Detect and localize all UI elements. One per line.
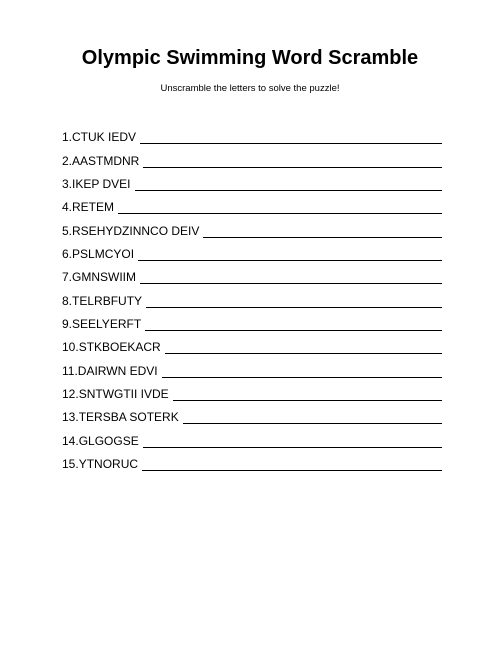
item-number: 11. bbox=[62, 363, 78, 378]
scrambled-word: STKBOEKACR bbox=[78, 340, 161, 355]
answer-line bbox=[143, 433, 442, 448]
scramble-item-6 bbox=[62, 239, 442, 262]
item-number: 3. bbox=[62, 177, 73, 192]
scrambled-word: GLGOGSE bbox=[78, 433, 139, 448]
item-number: 7. bbox=[62, 270, 73, 285]
scramble-item-10 bbox=[62, 332, 442, 355]
page-title: Olympic Swimming Word Scramble bbox=[81, 47, 419, 69]
scramble-item-4 bbox=[62, 192, 442, 215]
scrambled-word: RSEHYDZINNCO DEIV bbox=[72, 223, 200, 238]
answer-line bbox=[140, 129, 442, 144]
item-number: 10. bbox=[62, 340, 79, 355]
scramble-item-1 bbox=[62, 122, 442, 145]
scrambled-word: YTNORUC bbox=[78, 457, 139, 472]
scramble-list bbox=[62, 122, 442, 472]
scramble-item-15 bbox=[62, 449, 442, 472]
answer-line bbox=[203, 223, 442, 238]
item-number: 2. bbox=[62, 153, 73, 168]
answer-line bbox=[118, 199, 442, 214]
scramble-item-2 bbox=[62, 145, 442, 168]
answer-line bbox=[138, 246, 442, 261]
item-number: 9. bbox=[62, 317, 73, 332]
scrambled-word: SNTWGTII IVDE bbox=[78, 387, 169, 402]
scramble-item-7 bbox=[62, 262, 442, 285]
item-number: 14. bbox=[62, 433, 79, 448]
item-number: 12. bbox=[62, 387, 79, 402]
item-number: 4. bbox=[62, 200, 73, 215]
scrambled-word: RETEM bbox=[72, 200, 115, 215]
scramble-item-12 bbox=[62, 379, 442, 402]
scrambled-word: SEELYERFT bbox=[72, 317, 142, 332]
scramble-item-11 bbox=[62, 355, 442, 378]
scrambled-word: TELRBFUTY bbox=[72, 293, 143, 308]
scramble-item-13 bbox=[62, 402, 442, 425]
answer-line bbox=[143, 153, 442, 168]
item-number: 1. bbox=[62, 130, 73, 145]
answer-line bbox=[146, 293, 442, 308]
answer-line bbox=[140, 269, 442, 284]
scrambled-word: AASTMDNR bbox=[72, 153, 140, 168]
item-number: 13. bbox=[62, 410, 79, 425]
item-number: 6. bbox=[62, 247, 73, 262]
answer-line bbox=[135, 176, 443, 191]
answer-line bbox=[183, 409, 442, 424]
scramble-item-8 bbox=[62, 285, 442, 308]
scramble-item-5 bbox=[62, 215, 442, 238]
scrambled-word: PSLMCYOI bbox=[72, 247, 135, 262]
answer-line bbox=[173, 386, 442, 401]
scramble-item-14 bbox=[62, 425, 442, 448]
scrambled-word: GMNSWIIM bbox=[72, 270, 137, 285]
item-number: 8. bbox=[62, 293, 73, 308]
item-number: 15. bbox=[62, 457, 79, 472]
instructions-text: Unscramble the letters to solve the puzzle! bbox=[160, 83, 340, 94]
answer-line bbox=[145, 316, 442, 331]
answer-line bbox=[162, 363, 442, 378]
item-number: 5. bbox=[62, 223, 73, 238]
scrambled-word: DAIRWN EDVI bbox=[77, 363, 158, 378]
scramble-item-9 bbox=[62, 309, 442, 332]
answer-line bbox=[142, 456, 442, 471]
answer-line bbox=[165, 339, 442, 354]
scrambled-word: CTUK IEDV bbox=[72, 130, 137, 145]
scrambled-word: IKEP DVEI bbox=[72, 177, 131, 192]
scrambled-word: TERSBA SOTERK bbox=[78, 410, 179, 425]
scramble-item-3 bbox=[62, 169, 442, 192]
